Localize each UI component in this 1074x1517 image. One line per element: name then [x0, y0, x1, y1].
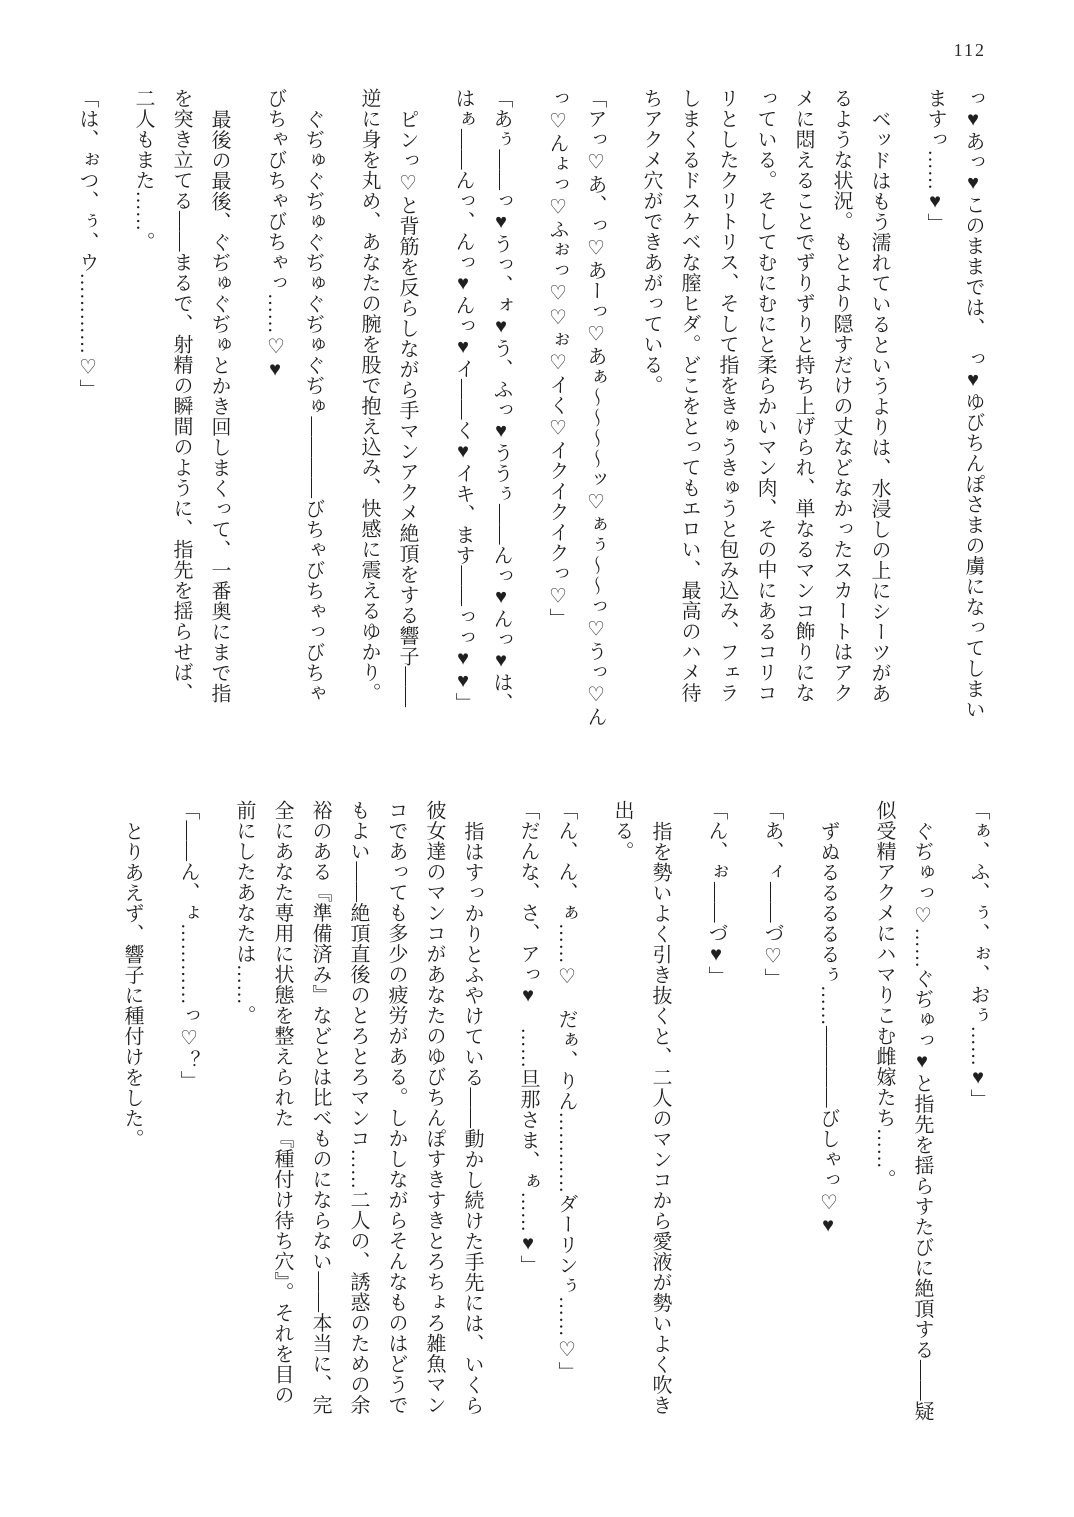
text-line: ピンっ♡と背筋を反らしながら手マンアクメ絶頂をする響子――	[396, 109, 418, 708]
text-line: 「ん、ぉ――づ♥」	[705, 800, 727, 987]
text-line: ベッドはもう濡れているというよりは、水浸しの上にシーツがあ	[868, 109, 890, 704]
text-line: コであっても多少の疲労がある。しかしながらそんなものはどうで	[385, 800, 407, 1415]
text-line: 裕のある『準備済み』などとは比べものにならない――本当に、完	[309, 800, 331, 1415]
text-line: 二人もまた……。	[132, 88, 154, 252]
text-line: メに悶えることでずりずりと持ち上げられ、単なるマンコ飾りにな	[792, 88, 814, 703]
text-line: しまくるドスケベな膣ヒダ。どこをとってもエロい、最高のハメ待	[678, 88, 700, 703]
text-line: っ♡んょっ♡ふぉっ♡♡ぉ♡イく♡イクイクイクっ♡」	[546, 88, 568, 629]
text-line: リとしたクリトリス、そして指をきゅうきゅうと包み込み、フェラ	[716, 88, 738, 703]
text-line: 指を勢いよく引き抜くと、二人のマンコから愛液が勢いよく吹き	[649, 821, 671, 1416]
text-line: 「ん、ん、ぁ……♡ だぁ、りん…………ダーリンぅ……♡」	[555, 800, 577, 1382]
text-line: を突き立てる――まるで、射精の瞬間のように、指先を揺らせば、	[170, 88, 192, 703]
text-line: 似受精アクメにハマりこむ雌嫁たち……。	[873, 800, 895, 1190]
text-line: 「あぅ――っ♥うっ、ォ♥う、ふっ♥ううぅ――んっ♥んっ♥は、	[490, 88, 512, 713]
text-line: 全にあなた専用に状態を整えられた『種付け待ち穴』。それを目の	[271, 800, 293, 1405]
text-line: はぁ――んっ、んっ♥んっ♥イ――く♥イキ、ます――っっ♥♥」	[452, 88, 474, 713]
bottom-text-block	[113, 800, 997, 1462]
text-line: 逆に身を丸め、あなたの腕を股で抱え込み、快感に震えるゆかり。	[358, 88, 380, 703]
text-line: とりあえず、響子に種付けをした。	[121, 821, 143, 1149]
text-line: ずぬるるるるるぅ……――――びしゃっ♡♥	[817, 821, 839, 1237]
text-line: 出る。	[611, 800, 633, 862]
text-line: ちアクメ穴ができあがっている。	[640, 88, 662, 396]
text-line: ぐぢゅぐぢゅぐぢゅぐぢゅぐぢゅ――――びちゃびちゃっびちゃ	[302, 109, 324, 704]
text-line: もよい――絶頂直後のとろとろマンコ……二人の、誘惑のための余	[347, 800, 369, 1415]
top-text-block	[68, 88, 992, 760]
page-number: 112	[953, 40, 986, 60]
text-line: 指はすっかりとふやけている――動かし続けた手先には、いくら	[461, 821, 483, 1416]
text-line: 前にしたあなたは……。	[233, 800, 255, 1026]
text-line: るような状況。もとより隠すだけの丈などなかったスカートはアク	[830, 88, 852, 703]
text-line: っ♥あっ♥このままでは、 っ♥ゆびちんぽさまの虜になってしまい	[962, 88, 984, 720]
text-line: ぐぢゅっ♡……ぐぢゅっ♥と指先を揺らすたびに絶頂する――疑	[911, 821, 933, 1422]
text-line: びちゃびちゃびちゃっ……♡♥	[264, 88, 286, 381]
text-line: 最後の最後、ぐぢゅぐぢゅとかき回しまくって、一番奥にまで指	[208, 109, 230, 704]
text-line: 「あ、ィ――づ♡」	[761, 800, 783, 989]
text-line: 「は、ぉつ、ぅ、ウ…………♡」	[76, 88, 98, 400]
text-line: ますっ……♥」	[924, 88, 946, 234]
text-line: 彼女達のマンコがあなたのゆびちんぽすきすきとろちょろ雑魚マン	[423, 800, 445, 1415]
text-line: 「――ん、ょ…………っ♡？」	[177, 800, 199, 1091]
text-line: 「アっ♡あ、っ♡あーっ♡あぁ～～～～ッ♡ぁぅ～～っ♡うっ♡ん	[584, 88, 606, 727]
text-line: っている。そしてむにむにと柔らかいマン肉、その中にあるコリコ	[754, 88, 776, 703]
text-line: 「だんな、さ、アっ♥ ……旦那さま、ぁ……♥」	[517, 800, 539, 1276]
text-line: 「ぁ、ふ、ぅ、ぉ、おぅ……♥」	[967, 800, 989, 1110]
